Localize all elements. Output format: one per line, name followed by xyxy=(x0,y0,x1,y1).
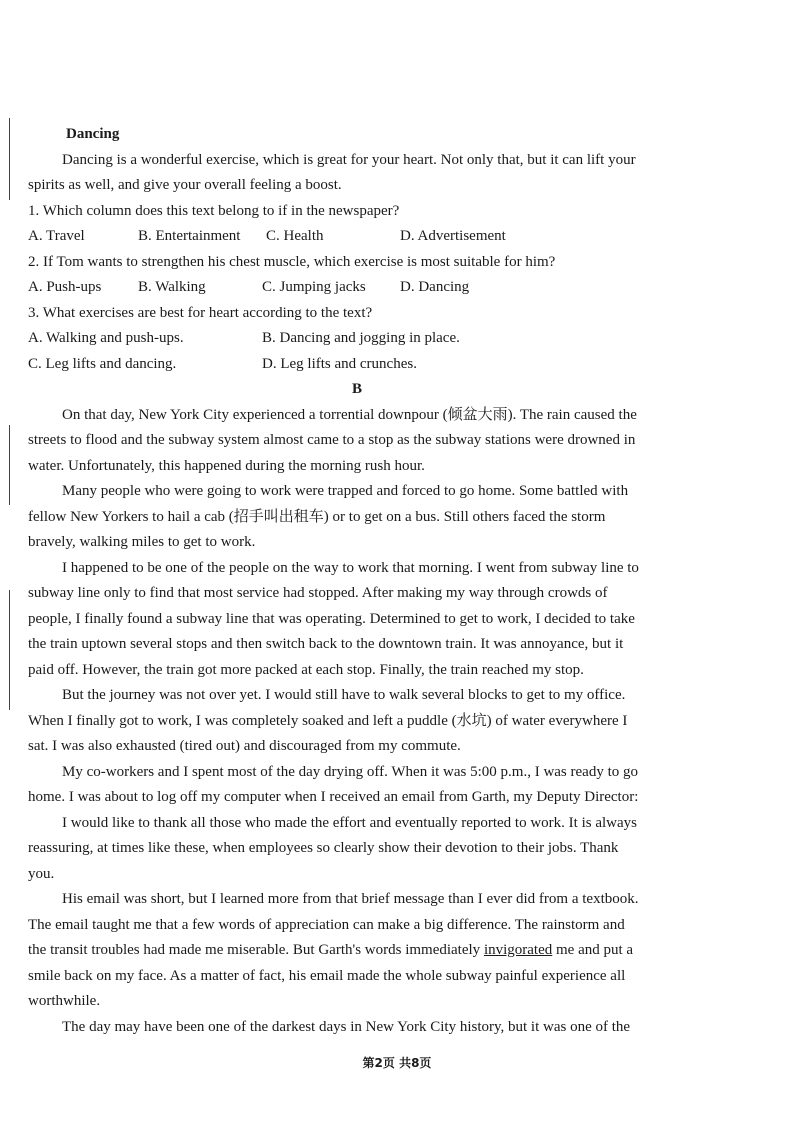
question-stem: 2. If Tom wants to strengthen his chest muscle, which exercise is most suitable for him? xyxy=(28,253,556,270)
option: C. Health xyxy=(266,228,324,244)
paragraph-line: water. Unfortunately, this happened during the morning rush hour. xyxy=(28,457,425,474)
option: B. Dancing and jogging in place. xyxy=(262,330,460,346)
passage-label: B xyxy=(351,381,362,397)
option-row xyxy=(28,326,698,352)
paragraph-line: subway line only to find that most service had stopped. After making my way through crowds of xyxy=(28,585,608,601)
option: A. Travel xyxy=(28,228,85,244)
margin-line-top xyxy=(9,118,10,200)
line-text: me and put a xyxy=(552,942,634,958)
line-text: the transit troubles had made me miserable. But Garth's words immediately xyxy=(28,942,484,958)
paragraph-line: worthwhile. xyxy=(28,993,101,1009)
option: A. Push-ups xyxy=(28,279,102,295)
paragraph-line: streets to flood and the subway system almost came to a stop as the subway stations were drowned in xyxy=(28,432,636,448)
paragraph-line: Many people who were going to work were trapped and forced to go home. Some battled with xyxy=(62,483,629,499)
paragraph-line: My co-workers and I spent most of the day drying off. When it was 5:00 p.m., I was ready to go xyxy=(62,763,638,780)
paragraph-line: fellow New Yorkers to hail a cab (招手叫出租车) or to get on a bus. Still others faced the storm xyxy=(28,508,606,525)
option: D. Dancing xyxy=(400,279,470,295)
question-stem: 1. Which column does this text belong to if in the newspaper? xyxy=(28,202,400,219)
paragraph-line: home. I was about to log off my computer when I received an email from Garth, my Deputy Director: xyxy=(28,789,639,805)
margin-line-middle xyxy=(9,425,10,505)
paragraph-line: His email was short, but I learned more from that brief message than I ever did from a textbook. xyxy=(62,891,639,907)
paragraph-line: But the journey was not over yet. I would still have to walk several blocks to get to my office. xyxy=(62,687,626,703)
paragraph-line: the train uptown several stops and then switch back to the downtown train. It was annoyance, but it xyxy=(28,636,624,652)
underlined-word: invigorated xyxy=(483,942,553,958)
paragraph-line: On that day, New York City experienced a torrential downpour (倾盆大雨). The rain caused the xyxy=(62,406,637,423)
option: D. Advertisement xyxy=(400,228,506,244)
paragraph-line: reassuring, at times like these, when employees so clearly show their devotion to their jobs. Thank xyxy=(28,840,619,856)
option-row xyxy=(28,275,698,301)
section-title: Dancing xyxy=(66,126,120,142)
option: C. Jumping jacks xyxy=(262,279,366,295)
margin-line-lower xyxy=(9,590,10,710)
option: B. Walking xyxy=(138,279,206,295)
paragraph-line: you. xyxy=(28,865,55,882)
paragraph-line: I happened to be one of the people on the way to work that morning. I went from subway line to xyxy=(62,559,639,576)
page-content xyxy=(28,122,698,1040)
paragraph-line: When I finally got to work, I was completely soaked and left a puddle (水坑) of water everywhere I xyxy=(28,712,628,729)
option-row xyxy=(28,352,698,378)
paragraph-line: The email taught me that a few words of appreciation can make a big difference. The rainstorm and xyxy=(28,916,625,933)
paragraph-line: Dancing is a wonderful exercise, which is great for your heart. Not only that, but it can lift your xyxy=(62,151,636,168)
paragraph-line: I would like to thank all those who made the effort and eventually reported to work. It is always xyxy=(62,814,637,831)
option: C. Leg lifts and dancing. xyxy=(28,355,177,372)
option: A. Walking and push-ups. xyxy=(28,330,184,346)
option-row xyxy=(28,224,698,250)
option: D. Leg lifts and crunches. xyxy=(262,355,417,372)
paragraph-line: bravely, walking miles to get to work. xyxy=(28,534,256,550)
paragraph-line: smile back on my face. As a matter of fact, his email made the whole subway painful experience all xyxy=(28,967,626,984)
paragraph-line: spirits as well, and give your overall feeling a boost. xyxy=(28,177,342,193)
paragraph-line: The day may have been one of the darkest days in New York City history, but it was one of the xyxy=(62,1018,631,1035)
paragraph-line: paid off. However, the train got more packed at each stop. Finally, the train reached my stop. xyxy=(28,661,584,678)
page-footer: 第2页 共8页 xyxy=(362,1056,432,1070)
paragraph-line: sat. I was also exhausted (tired out) and discouraged from my commute. xyxy=(28,738,461,754)
question-stem: 3. What exercises are best for heart according to the text? xyxy=(28,304,373,321)
paragraph-line xyxy=(28,938,698,964)
paragraph-line: people, I finally found a subway line that was operating. Determined to get to work, I decided to take xyxy=(28,610,635,627)
option: B. Entertainment xyxy=(138,228,241,244)
